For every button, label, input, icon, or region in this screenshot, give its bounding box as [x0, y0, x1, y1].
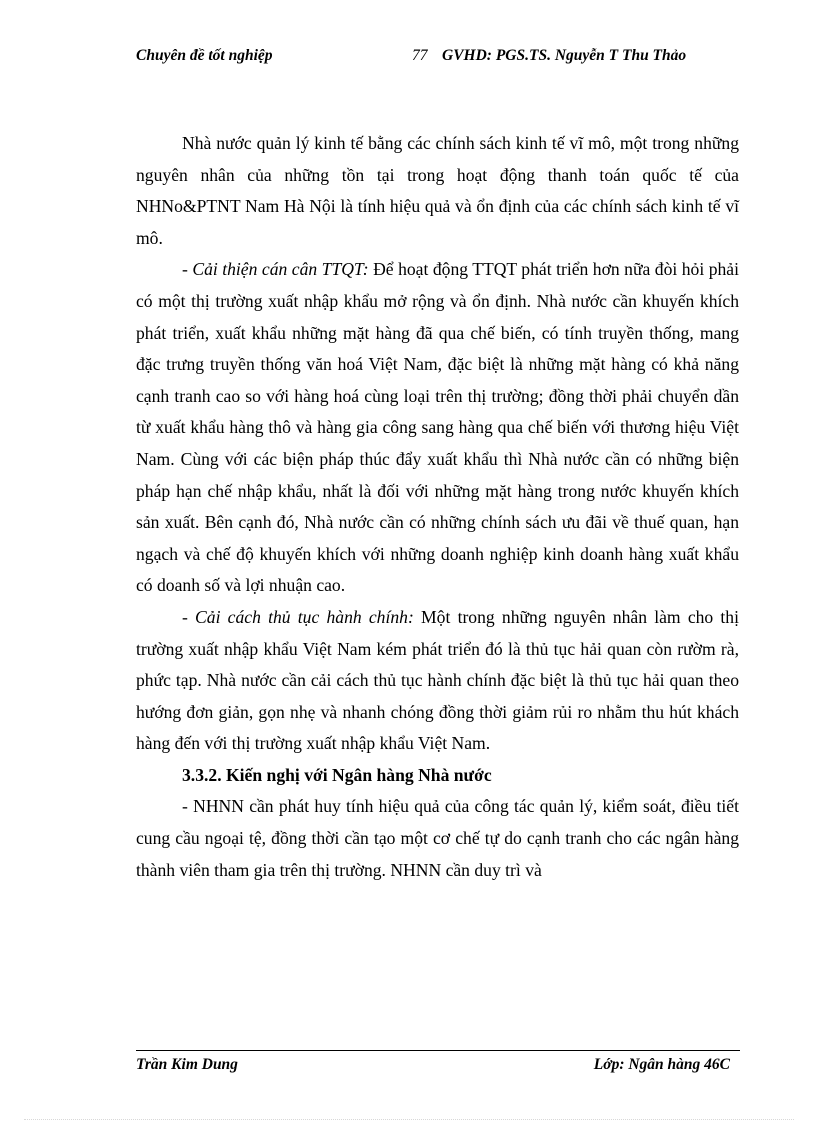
paragraph-text-balance: Để hoạt động TTQT phát triển hơn nữa đòi hỏi phải có một thị trường xuất nhập khẩu mở rộng và ổn định. Nhà nước cần khuyến khích phát triển, xuất khẩu những mặt hàng đã qua chế biến, có tính truyền thống, mang đặc trưng truyền thống văn hoá Việt Nam, đặc biệt là những mặt hàng có khả năng cạnh tranh cao so với hàng hoá cùng loại trên thị trường; đồng thời phải chuyển dần từ xuất khẩu hàng thô và hàng gia công sang hàng qua chế biến với thương hiệu Việt Nam. Cùng với các biện pháp thúc đẩy xuất khẩu thì Nhà nước cần có những biện pháp hạn chế nhập khẩu, nhất là đối với những mặt hàng trong nước khuyến khích sản xuất. Bên cạnh đó, Nhà nước cần có những chính sách ưu đãi về thuế quan, hạn ngạch và chế độ khuyến khích với những doanh nghiệp kinh doanh hàng xuất khẩu có doanh số và lợi nhuận cao. [136, 259, 740, 596]
header-page-number: 77 [412, 47, 428, 64]
paragraph-lead-balance: - Cải thiện cán cân TTQT: [182, 259, 369, 280]
header-document-title: Chuyên đề tốt nghiệp [136, 47, 273, 64]
footer-divider [136, 1050, 740, 1051]
paragraph-state-bank: - NHNN cần phát huy tính hiệu quả của công tác quản lý, kiểm soát, điều tiết cung cầu ngoại tệ, đồng thời cần tạo một cơ chế tự do cạnh tranh cho các ngân hàng thành viên tham gia trên thị trường. NHNN cần duy trì và [136, 796, 739, 880]
paragraph-macro-policy: Nhà nước quản lý kinh tế bằng các chính sách kinh tế vĩ mô, một trong những nguyên nhân của những tồn tại trong hoạt động thanh toán quốc tế của NHNo&PTNT Nam Hà Nội là tính hiệu quả và ổn định của các chính sách kinh tế vĩ mô. [136, 133, 739, 248]
page-bottom-edge [24, 1119, 794, 1120]
paragraph-balance-of-payments [136, 254, 739, 602]
page-header [136, 47, 736, 71]
footer-class: Lớp: Ngân hàng 46C [593, 1056, 730, 1073]
paragraph-administrative-reform [136, 602, 739, 760]
footer-author: Trần Kim Dung [136, 1056, 238, 1073]
document-body [136, 128, 739, 886]
paragraph-text-admin: Một trong những nguyên nhân làm cho thị trường xuất nhập khẩu Việt Nam kém phát triển đó là thủ tục hải quan còn rườm rà, phức tạp. Nhà nước cần cải cách thủ tục hành chính đặc biệt là thủ tục hải quan theo hướng đơn giản, gọn nhẹ và nhanh chóng đồng thời giảm rủi ro nhằm thu hút khách hàng đến với thị trường xuất nhập khẩu Việt Nam. [136, 606, 739, 754]
paragraph-lead-admin: - Cải cách thủ tục hành chính: [182, 606, 414, 627]
page-footer [136, 1056, 740, 1080]
section-heading: 3.3.2. Kiến nghị với Ngân hàng Nhà nước [182, 764, 492, 785]
header-supervisor: GVHD: PGS.TS. Nguyễn T Thu Thảo [442, 47, 687, 64]
